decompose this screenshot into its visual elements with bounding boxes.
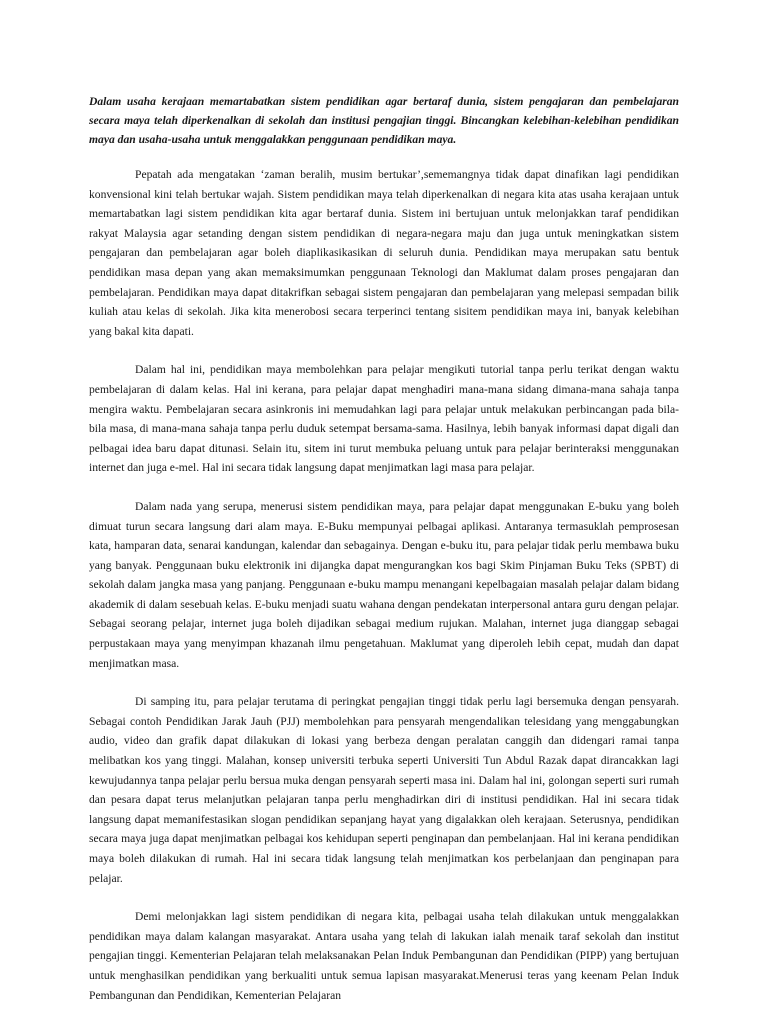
- document-page: [89, 92, 679, 1024]
- essay-question-title: Dalam usaha kerajaan memartabatkan sistem pendidikan agar bertaraf dunia, sistem pengajaran dan pembelajaran secara maya telah diperkenalkan di sekolah dan institusi pengajian tinggi. Bincangkan kelebihan-kelebihan pendidikan maya dan usaha-usaha untuk menggalakkan penggunaan pendidikan maya.: [89, 95, 679, 146]
- paragraph-4: Di samping itu, para pelajar terutama di peringkat pengajian tinggi tidak perlu lagi bersemuka dengan pensyarah. Sebagai contoh Pendidikan Jarak Jauh (PJJ) membolehkan para pensyarah mengendalikan telesidang yang menggabungkan audio, video dan grafik dapat dilakukan di lokasi yang berbeza dengan peralatan canggih dan didengari ramai tanpa melibatkan kos yang tinggi. Malahan, konsep universiti terbuka seperti Universiti Tun Abdul Razak dapat dirancakkan lagi kewujudannya tanpa pelajar perlu bersua muka dengan pensyarah seperti masa ini. Dalam hal ini, golongan seperti suri rumah dan pesara dapat terus melanjutkan pelajaran tanpa perlu menghadirkan diri di institusi pendidikan. Hal ini secara tidak langsung dapat memanifestasikan slogan pendidikan sepanjang hayat yang digalakkan oleh kerajaan. Seterusnya, pendidikan secara maya juga dapat menjimatkan pelbagai kos kehidupan seperti penginapan dan pembelanjaan. Hal ini kerana pendidikan maya boleh dilakukan di rumah. Hal ini secara tidak langsung telah menjimatkan kos perbelanjaan dan penginapan para pelajar.: [89, 695, 679, 885]
- paragraph-1: Pepatah ada mengatakan ‘zaman beralih, musim bertukar’,sememangnya tidak dapat dinafikan lagi pendidikan konvensional kini telah bertukar wajah. Sistem pendidikan maya telah diperkenalkan di negara kita atas usaha kerajaan untuk memartabatkan lagi sistem pendidikan kita agar bertaraf dunia. Sistem ini bertujuan untuk melonjakkan taraf pendidikan rakyat Malaysia agar setanding dengan sistem pendidikan di negara-negara maju dan juga untuk meningkatkan sistem pengajaran dan pembelajaran agar boleh diaplikasikasikan di seluruh dunia. Pendidikan maya merupakan satu bentuk pendidikan masa depan yang akan memaksimumkan penggunaan Teknologi dan Maklumat dalam proses pengajaran dan pembelajaran. Pendidikan maya dapat ditakrifkan sebagai sistem pengajaran dan pembelajaran yang melepasi sempadan bilik kuliah atau kelas di sekolah. Jika kita menerobosi secara terperinci tentang sisitem pendidikan maya ini, banyak kelebihan yang bakal kita dapati.: [89, 168, 679, 338]
- paragraph-2: Dalam hal ini, pendidikan maya membolehkan para pelajar mengikuti tutorial tanpa perlu terikat dengan waktu pembelajaran di dalam kelas. Hal ini kerana, para pelajar dapat menghadiri mana-mana sidang dimana-mana sahaja tanpa mengira waktu. Pembelajaran secara asinkronis ini memudahkan lagi para pelajar untuk melakukan perbincangan pada bila-bila masa, di mana-mana sahaja tanpa perlu duduk setempat bersama-sama. Hasilnya, lebih banyak informasi dapat digali dan pelbagai idea baru dapat ditunasi. Selain itu, sitem ini turut membuka peluang untuk para pelajar berinteraksi menggunakan internet dan juga e-mel. Hal ini secara tidak langsung dapat menjimatkan lagi masa para pelajar.: [89, 363, 679, 475]
- paragraph-3: Dalam nada yang serupa, menerusi sistem pendidikan maya, para pelajar dapat menggunakan E-buku yang boleh dimuat turun secara langsung dari alam maya. E-Buku mempunyai pelbagai aplikasi. Antaranya termasuklah pemprosesan kata, hamparan data, senarai kandungan, kalendar dan sebagainya. Dengan e-buku itu, para pelajar tidak perlu membawa buku yang banyak. Penggunaan buku elektronik ini dijangka dapat mengurangkan kos bagi Skim Pinjaman Buku Teks (SPBT) di sekolah dalam jangka masa yang panjang. Penggunaan e-buku mampu menangani kepelbagaian masalah pelajar dalam bidang akademik di dalam sesebuah kelas. E-buku menjadi suatu wahana dengan pendekatan interpersonal antara guru dengan pelajar. Sebagai seorang pelajar, internet juga boleh dijadikan sebagai medium rujukan. Malahan, internet juga dianggap sebagai perpustakaan maya yang menyimpan khazanah ilmu pengetahuan. Maklumat yang diperoleh lebih cepat, mudah dan dapat menjimatkan masa.: [89, 499, 679, 670]
- paragraph-5: Demi melonjakkan lagi sistem pendidikan di negara kita, pelbagai usaha telah dilakukan untuk menggalakkan pendidikan maya dalam kalangan masyarakat. Antara usaha yang telah di lakukan ialah menaik taraf sekolah dan institut pengajian tinggi. Kementerian Pelajaran telah melaksanakan Pelan Induk Pembangunan dan Pendidikan (PIPP) yang bertujuan untuk menghasilkan pendidikan yang berkualiti untuk semua lapisan masyarakat.Menerusi teras yang keenam Pelan Induk Pembangunan dan Pendidikan, Kementerian Pelajaran: [89, 910, 679, 1002]
